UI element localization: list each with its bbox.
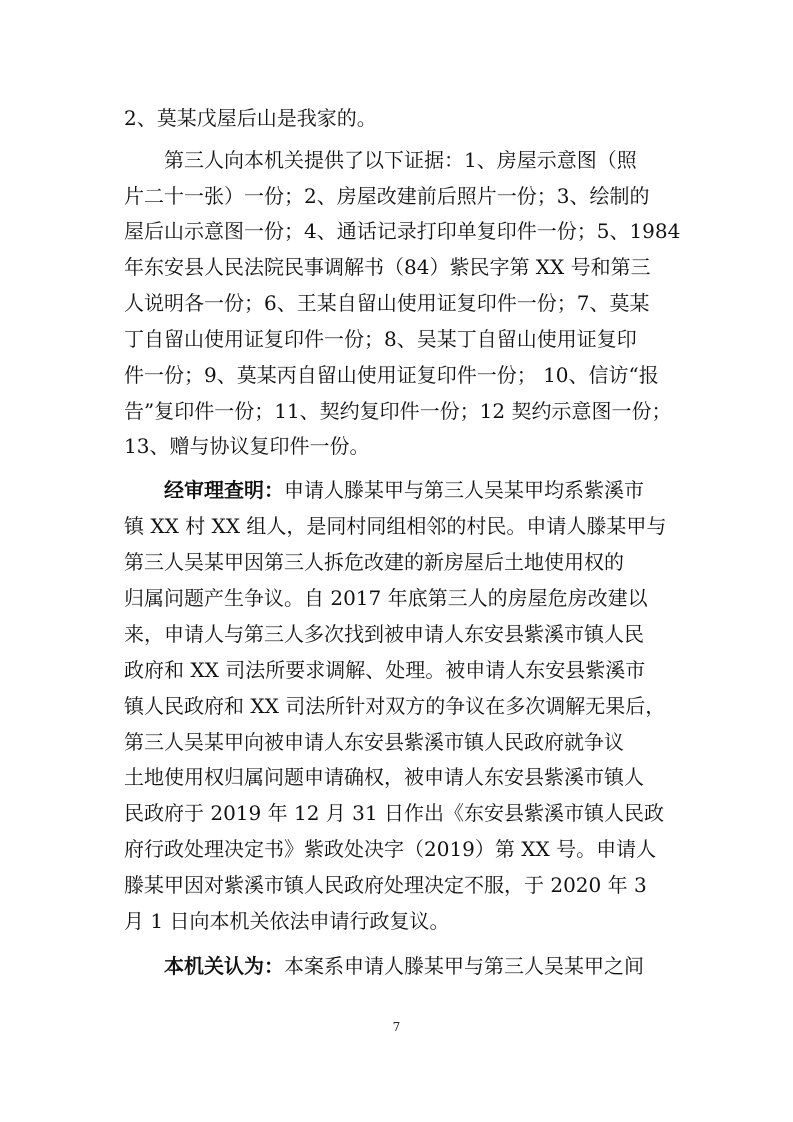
text-line: 月 1 日向本机关依法申请行政复议。 — [124, 909, 450, 933]
text-line: 第三人吴某甲向被申请人东安县紫溪市镇人民政府就争议 — [124, 730, 624, 754]
text-line: 镇人民政府和 XX 司法所针对双方的争议在多次调解无果后， — [124, 694, 666, 718]
text-line: 府行政处理决定书》紫政处决字（2019）第 XX 号。申请人 — [124, 837, 657, 861]
paragraph-found-first-line — [164, 474, 644, 506]
text-line: 来，申请人与第三人多次找到被申请人东安县紫溪市镇人民 — [124, 622, 644, 646]
text-line: 屋后山示意图一份；4、通话记录打印单复印件一份；5、1984 — [124, 219, 681, 243]
text-line: 归属问题产生争议。自 2017 年底第三人的房屋危房改建以 — [124, 586, 648, 610]
text-line: 民政府于 2019 年 12 月 31 日作出《东安县紫溪市镇人民政 — [124, 801, 664, 825]
page-number: 7 — [392, 1020, 401, 1034]
text-line: 政府和 XX 司法所要求调解、处理。被申请人东安县紫溪市 — [124, 658, 646, 682]
text-line: 件一份；9、莫某丙自留山使用证复印件一份； 10、信访“报 — [124, 363, 659, 387]
text-span: 申请人滕某甲与第三人吴某甲均系紫溪市 — [284, 478, 644, 502]
text-line: 土地使用权归属问题申请确权，被申请人东安县紫溪市镇人 — [124, 765, 644, 789]
text-line: 2、莫某戊屋后山是我家的。 — [124, 106, 377, 130]
heading-found: 经审理查明： — [164, 478, 284, 502]
text-line: 第三人吴某甲因第三人拆危改建的新房屋后土地使用权的 — [124, 550, 624, 574]
text-line: 丁自留山使用证复印件一份；8、吴某丁自留山使用证复印 — [124, 327, 637, 351]
heading-opinion: 本机关认为： — [164, 954, 284, 978]
text-line: 人说明各一份；6、王某自留山使用证复印件一份；7、莫某 — [124, 291, 650, 315]
text-line: 镇 XX 村 XX 组人，是同村同组相邻的村民。申请人滕某甲与 — [124, 514, 667, 538]
paragraph-opinion-first-line — [164, 950, 644, 982]
text-line: 第三人向本机关提供了以下证据：1、房屋示意图（照 — [164, 148, 637, 172]
text-line: 滕某甲因对紫溪市镇人民政府处理决定不服，于 2020 年 3 — [124, 873, 647, 897]
text-line: 告”复印件一份；11、契约复印件一份；12 契约示意图一份； — [124, 399, 672, 423]
text-span: 本案系申请人滕某甲与第三人吴某甲之间 — [284, 954, 644, 978]
text-line: 年东安县人民法院民事调解书（84）紫民字第 XX 号和第三 — [124, 255, 651, 279]
text-line: 片二十一张）一份；2、房屋改建前后照片一份；3、绘制的 — [124, 184, 650, 208]
text-line: 13、赠与协议复印件一份。 — [124, 434, 370, 458]
